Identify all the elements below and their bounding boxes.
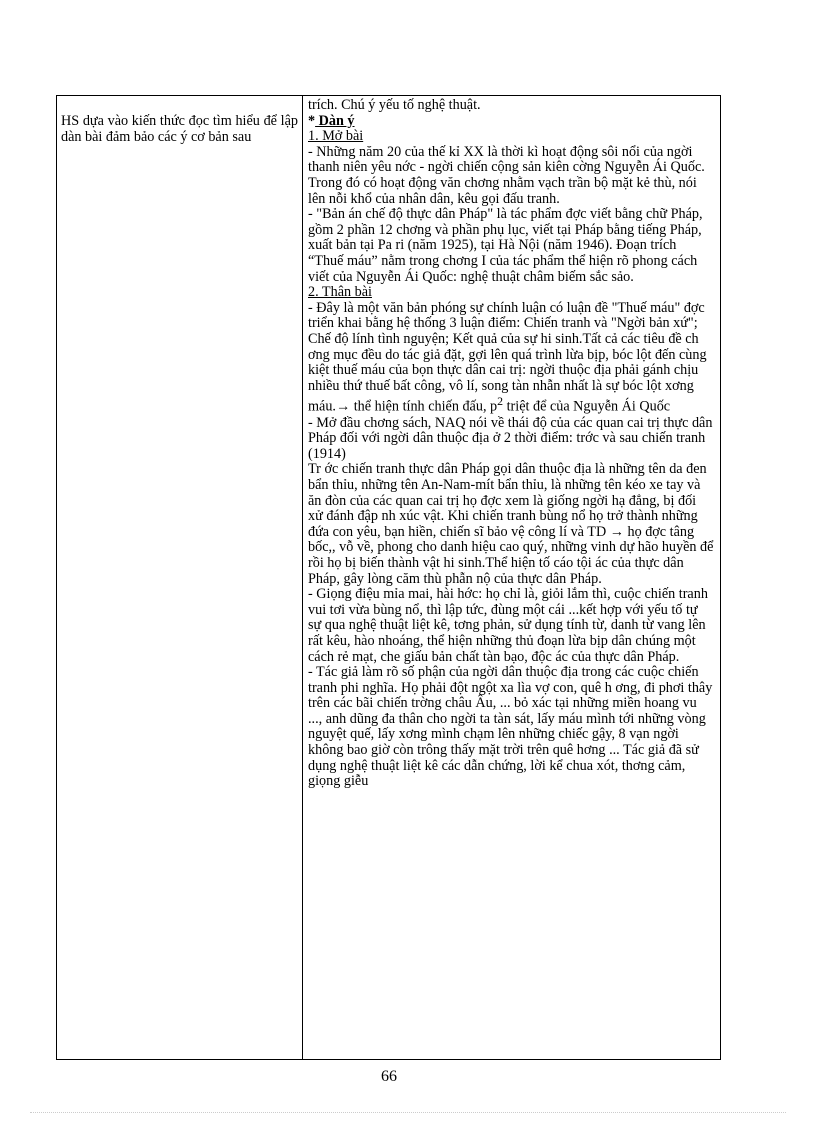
paragraph-3-result: thể hiện tính chiến đấu, p xyxy=(350,399,498,416)
arrow-icon: → xyxy=(335,399,351,416)
paragraph-3-end: triệt để của Nguyễn Ái Quốc xyxy=(503,399,671,416)
section-intro-title: 1. Mở bài xyxy=(308,128,364,145)
paragraph-5-end: họ đợc tâng bốc,, vỗ về, phong cho danh hiệu cao quý, những vinh dự hão huyền để rồi họ bị biến thành vật hi sinh.Thể hiện tố cáo tội ác của thực dân Pháp, gây lòng căm thù phẫn nộ của thực dân Pháp. xyxy=(308,523,714,587)
paragraph-5-main: Tr ớc chiến tranh thực dân Pháp gọi dân thuộc địa là những tên da đen bẩn thỉu, những tên An-Nam-mít bẩn thỉu, là những tên kéo xe tay và ăn đòn của các quan cai trị họ đợc xem là giống ngời hạ đẳng, bị đối xử đánh đập nh xúc vật. Khi chiến tranh bùng nổ họ trở thành những đứa con yêu, bạn hiền, chiến sĩ bảo vệ công lí và TD xyxy=(308,461,707,540)
outline-heading xyxy=(308,114,714,130)
paragraph-6: - Giọng điệu mỉa mai, hài hớc: họ chỉ là, giỏi lắm thì, cuộc chiến tranh vui tơi vừa bùng nổ, thì lập tức, đùng một cái ...kết hợp với yếu tố tự sự qua nghệ thuật liệt kê, tơng phản, sử dụng tính từ, danh từ vang lên rất kêu, hào nhoáng, thể hiện những thủ đoạn lừa bịp dân chúng một cách rẻ mạt, che giấu bản chất tàn bạo, độc ác của thực dân Pháp. xyxy=(308,586,708,665)
content-column xyxy=(303,96,720,1059)
paragraph-7: - Tác giả làm rõ số phận của ngời dân thuộc địa trong các cuộc chiến tranh phi nghĩa. Họ phải đột ngột xa lìa vợ con, quê h ơng, đi phơi thây trên các bãi chiến trờng châu Âu, ... bỏ xác tại những miền hoang vu ..., anh dũng đa thân cho ngời ta tàn sát, lấy máu mình tới những vòng nguyệt quế, lấy xơng mình chạm lên những chiếc gậy, 8 vạn ngời không bao giờ còn trông thấy mặt trời trên quê hơng ... Tác giả đã sử dụng nghệ thuật liệt kê các dẫn chứng, lời kể chua xót, thơng cảm, giọng giễu xyxy=(308,664,713,790)
page-number: 66 xyxy=(381,1068,397,1085)
heading-text: Dàn ý xyxy=(315,112,355,129)
content-table xyxy=(56,95,721,1060)
activity-column xyxy=(57,96,303,1059)
footer-divider xyxy=(30,1112,786,1113)
paragraph-1: - Những năm 20 của thế kỉ XX là thời kì hoạt động sôi nổi của ngời thanh niên yêu nớc - ngời chiến cộng sản kiên cờng Nguyễn Ái Quốc. Trong đó có hoạt động văn chơng nhằm vạch trần bộ mặt kẻ thù, nói lên nỗi khổ của nhân dân, kêu gọi đấu tranh. xyxy=(308,143,705,207)
arrow-icon: → xyxy=(609,523,624,540)
paragraph-3 xyxy=(308,301,714,416)
superscript-2: 2 xyxy=(497,394,504,409)
paragraph-3-main: - Đây là một văn bản phóng sự chính luận có luận đề "Thuế máu" đợc triển khai bằng hệ thống 3 luận điểm: Chiến tranh và "Ngời bản xứ"; Chế độ lính tình nguyện; Kết quả của sự hi sinh.Tất cả các tiêu đề ch ơng mục đều do tác giả đặt, gợi lên quá trình lừa bịp, bóc lột đến cùng kiệt thuế máu của bọn thực dân cai trị: ngời thuộc địa phải gánh chịu nhiều thứ thuế bất công, vô lí, song tàn nhẫn nhất là sự bóc lột xơng máu. xyxy=(308,299,707,416)
paragraph-4: - Mở đầu chơng sách, NAQ nói về thái độ của các quan cai trị thực dân Pháp đối với ngời dân thuộc địa ở 2 thời điểm: trớc và sau chiến tranh (1914) xyxy=(308,414,713,462)
paragraph-2: - "Bản án chế độ thực dân Pháp" là tác phẩm đợc viết bằng chữ Pháp, gồm 2 phần 12 chơng và phần phụ lục, viết tại Pháp bằng tiếng Pháp, xuất bản tại Pa ri (năm 1925), tại Hà Nội (năm 1946). Đoạn trích “Thuế máu” nằm trong chơng I của tác phẩm thể hiện rõ phong cách viết của Nguyễn Ái Quốc: nghệ thuật châm biếm sắc sảo. xyxy=(308,206,703,285)
intro-line: trích. Chú ý yếu tố nghệ thuật. xyxy=(308,97,481,113)
heading-star: * xyxy=(308,112,316,129)
paragraph-5 xyxy=(308,462,714,587)
section-body-title: 2. Thân bài xyxy=(308,284,372,301)
activity-text: HS dựa vào kiến thức đọc tìm hiểu để lập dàn bài đảm bảo các ý cơ bản sau xyxy=(61,113,298,145)
